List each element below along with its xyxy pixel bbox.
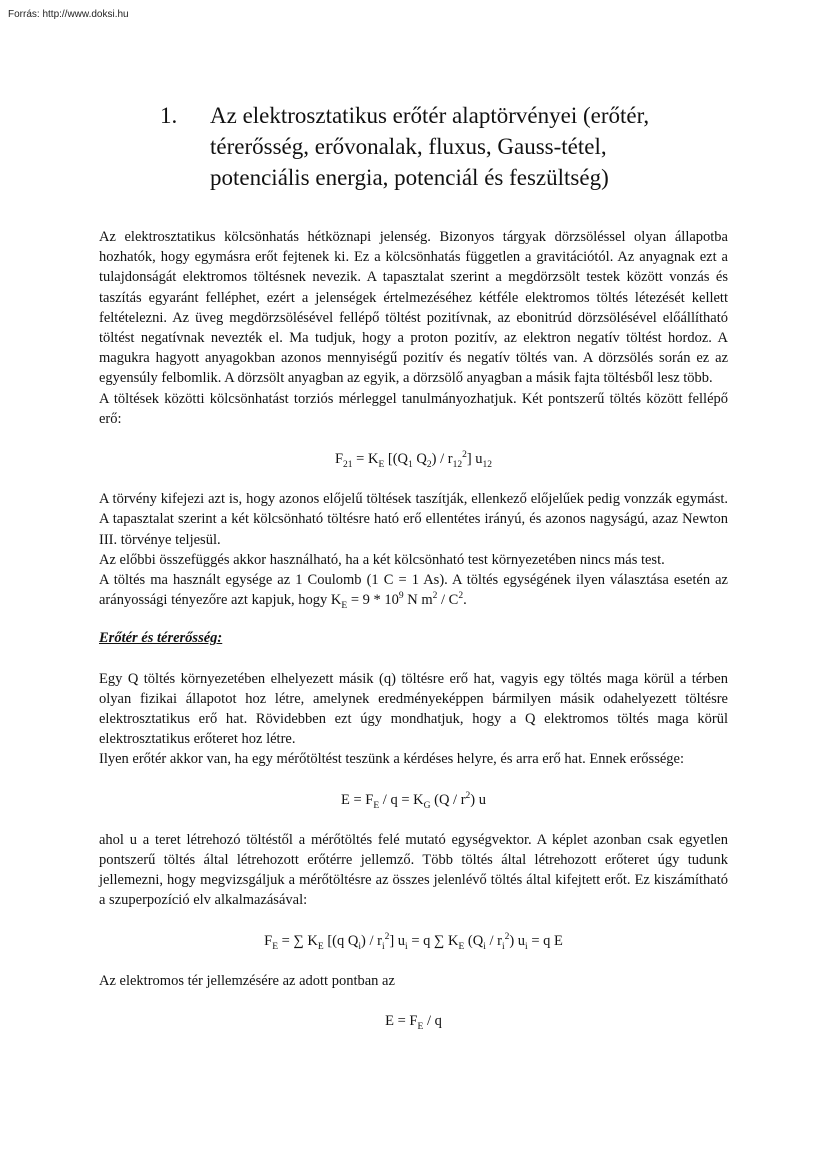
title-text-1: Az elektrosztatikus erőtér alaptörvényei (erőtér, bbox=[210, 103, 650, 128]
paragraph-condition: Az előbbi összefüggés akkor használható, ha a két kölcsönható test környezetében nincs más test. bbox=[99, 551, 665, 568]
paragraph-field: Egy Q töltés környezetében elhelyezett másik (q) töltésre erő hat, vagyis egy töltés maga körül a térben olyan fizikai állapotot hoz létre, amelynek eredményeképpen bármilyen másik odahelyezett töltésre elektrosztatikus erő hat. Rövidebben ezt úgy mondhatjuk, hogy a Q elektromos töltés maga körül elektrosztatikus erőteret hoz létre. bbox=[99, 670, 728, 748]
document-body bbox=[99, 227, 728, 1031]
spacer bbox=[99, 649, 728, 669]
title-line-3: potenciális energia, potenciál és feszültség) bbox=[210, 165, 609, 190]
page-title bbox=[160, 100, 760, 193]
equation-superposition: $F_E$ = ∑ $K_E$ [(q $Q_i) / r_i^2$] $u_i = q$ ∑ $K_E$ $(Q_i / r_i^2) u_i = q$ E bbox=[264, 931, 563, 952]
spacer bbox=[99, 429, 728, 449]
paragraph-intro: Az elektrosztatikus kölcsönhatás hétköznapi jelenség. Bizonyos tárgyak dörzsöléssel olyan állapotba hozhatók, hogy egymásra erőt fejtenek ki. Ez a kölcsönhatás független a gravitációtól. Az anyagnak ezt a tulajdonságát elektromos töltésnek nevezik. A tapasztalat szerint a megdörzsölt testek között vonzás és taszítás egyaránt felléphet, ezért a jelenségek értelmezéséhez kétféle elektromos töltés létezését kellett feltételezni. Az üveg megdörzsölésével fellépő töltést pozitívnak, az ebonitrúd dörzsölésével előállítható töltést negatívnak nevezték el. Ma tudjuk, hogy a proton pozitív, az elektron negatív töltést hordoz. A magukra hagyott anyagokban azonos mennyiségű pozitív és negatív töltés van. A dörzsölés során ez az egyensúly felbomlik. A dörzsölt anyagban az egyik, a dörzsölő anyagban a másik fajta töltésből lesz több. bbox=[99, 229, 728, 387]
paragraph-test-charge: Ilyen erőtér akkor van, ha egy mérőtöltést teszünk a kérdéses helyre, és arra erő hat. Ennek erőssége: bbox=[99, 751, 684, 768]
paragraph-superposition: ahol u a teret létrehozó töltéstől a mérőtöltés felé mutató egységvektor. A képlet azonban csak egyetlen pontszerű töltés által létrehozott erőtérre jellemző. Több töltés által létrehozott erőteret úgy tudunk jellemezni, hogy megvizsgáljuk a mérőtöltésre az összes jelenlévő töltés által kifejtett erőt. Ez kiszámítható a szuperpozíció elv alkalmazásával: bbox=[99, 831, 728, 909]
paragraph-field-def: Az elektromos tér jellemzésére az adott pontban az bbox=[99, 972, 395, 989]
spacer bbox=[99, 991, 728, 1011]
paragraph-torsion: A töltések közötti kölcsönhatást torziós mérleggel tanulmányozhatjuk. Két pontszerű töltés között fellépő erő: bbox=[99, 390, 728, 427]
spacer bbox=[99, 469, 728, 489]
equation-field-strength: $E = F_E / q = K_G$ $(Q / r^2)$ u bbox=[341, 790, 486, 811]
source-label: Forrás: http://www.doksi.hu bbox=[8, 9, 129, 20]
section-heading: Erőtér és térerősség: bbox=[99, 630, 223, 647]
title-line-1 bbox=[160, 100, 760, 131]
equation-field-def: $E = F_E / q$ bbox=[385, 1013, 442, 1032]
paragraph-law: A törvény kifejezi azt is, hogy azonos előjelű töltések taszítják, ellenkező előjelűek pedig vonzzák egymást. A tapasztalat szerint a két kölcsönható töltésre ható erő ellentétes irányú, és azonos nagyságú, azaz Newton III. törvénye teljesül. bbox=[99, 491, 728, 548]
title-line-2: térerősség, erővonalak, fluxus, Gauss-tétel, bbox=[210, 134, 607, 159]
spacer bbox=[99, 770, 728, 790]
spacer bbox=[99, 951, 728, 971]
spacer bbox=[99, 610, 728, 628]
paragraph-coulomb-unit: A töltés ma használt egysége az 1 Coulomb (1 C = 1 As). A töltés egységének ilyen választása esetén az arányossági tényezőre azt kapjuk, hogy $K_E = 9 * 10^9$ N $m^2 / C^2$. bbox=[99, 572, 728, 612]
title-number: 1. bbox=[160, 103, 178, 128]
spacer bbox=[99, 810, 728, 830]
equation-coulomb: $F_{21} = K_E$ [($Q_1$ $Q_2) / r_{12}^2$] $u_{12}$ bbox=[334, 450, 493, 470]
spacer bbox=[99, 911, 728, 931]
